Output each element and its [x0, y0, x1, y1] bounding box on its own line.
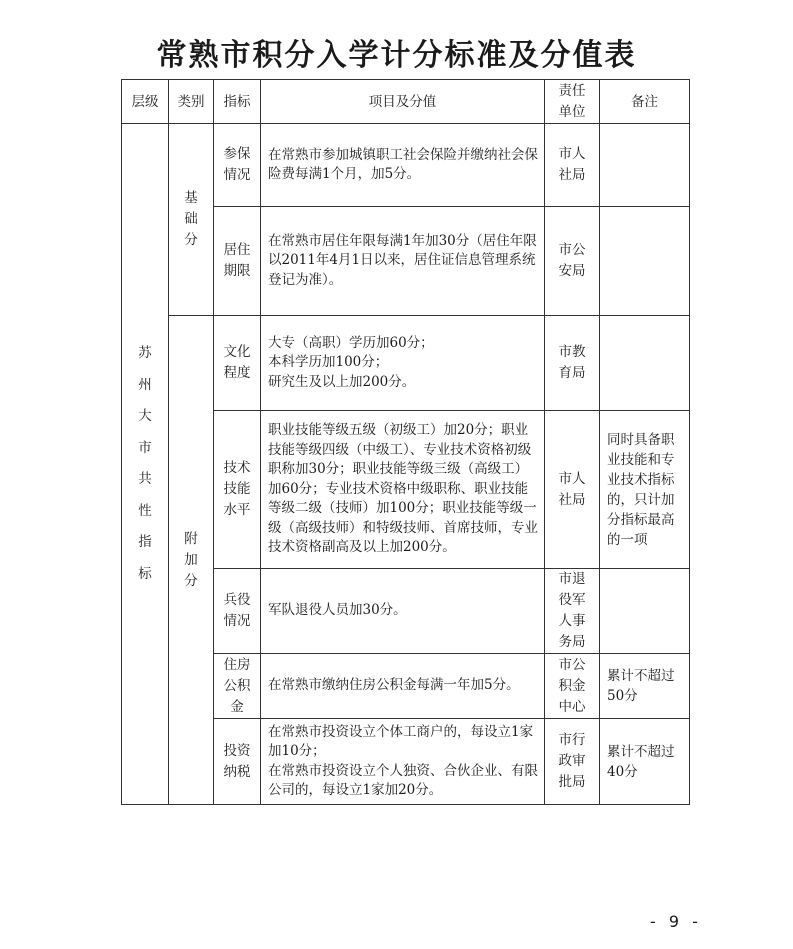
indicator-cell: 住房公积金	[214, 654, 261, 719]
remark-cell: 累计不超过40分	[600, 719, 690, 805]
item-cell: 在常熟市投资设立个体工商户的，每设立1家加10分； 在常熟市投资设立个人独资、合伙企业、有限公司的，每设立1家加20分。	[261, 719, 545, 805]
header-level: 层级	[122, 80, 169, 124]
table-row	[122, 124, 690, 207]
header-remark: 备注	[600, 80, 690, 124]
item-cell: 军队退役人员加30分。	[261, 569, 545, 654]
item-cell: 职业技能等级五级（初级工）加20分；职业技能等级四级（中级工）、专业技术资格初级职称加30分；职业技能等级三级（高级工）加60分；专业技术资格中级职称、职业技能等级二级（技师）加100分；职业技能等级一级（高级技师）和特级技师、首席技师，专业技术资格副高及以上加200分。	[261, 411, 545, 569]
table-row	[122, 316, 690, 411]
indicator-cell: 兵役情况	[214, 569, 261, 654]
table-header-row	[122, 80, 690, 124]
indicator-cell: 居住期限	[214, 207, 261, 316]
item-cell: 在常熟市参加城镇职工社会保险并缴纳社会保险费每满1个月，加5分。	[261, 124, 545, 207]
indicator-cell: 技术技能水平	[214, 411, 261, 569]
level-cell: 苏州大市共性指标	[122, 124, 169, 805]
page-title: 常熟市积分入学计分标准及分值表	[156, 38, 637, 73]
indicator-cell: 文化程度	[214, 316, 261, 411]
indicator-cell: 参保情况	[214, 124, 261, 207]
unit-cell: 市教育局	[545, 316, 600, 411]
category-basic: 基础分	[169, 124, 214, 316]
item-cell: 大专（高职）学历加60分； 本科学历加100分； 研究生及以上加200分。	[261, 316, 545, 411]
page-number: - 9 -	[650, 912, 702, 931]
unit-cell: 市公积金中心	[545, 654, 600, 719]
item-cell: 在常熟市居住年限每满1年加30分（居住年限以2011年4月1日以来，居住证信息管理系统登记为准）。	[261, 207, 545, 316]
header-item: 项目及分值	[261, 80, 545, 124]
scoring-table	[121, 79, 690, 805]
remark-cell	[600, 207, 690, 316]
category-extra: 附加分	[169, 316, 214, 805]
remark-cell	[600, 124, 690, 207]
item-cell: 在常熟市缴纳住房公积金每满一年加5分。	[261, 654, 545, 719]
remark-cell: 同时具备职业技能和专业技术指标的，只计加分指标最高的一项	[600, 411, 690, 569]
header-unit: 责任单位	[545, 80, 600, 124]
header-indicator: 指标	[214, 80, 261, 124]
unit-cell: 市公安局	[545, 207, 600, 316]
header-category: 类别	[169, 80, 214, 124]
unit-cell: 市行政审批局	[545, 719, 600, 805]
remark-cell	[600, 569, 690, 654]
unit-cell: 市人社局	[545, 411, 600, 569]
unit-cell: 市人社局	[545, 124, 600, 207]
unit-cell: 市退役军人事务局	[545, 569, 600, 654]
indicator-cell: 投资纳税	[214, 719, 261, 805]
remark-cell	[600, 316, 690, 411]
remark-cell: 累计不超过50分	[600, 654, 690, 719]
